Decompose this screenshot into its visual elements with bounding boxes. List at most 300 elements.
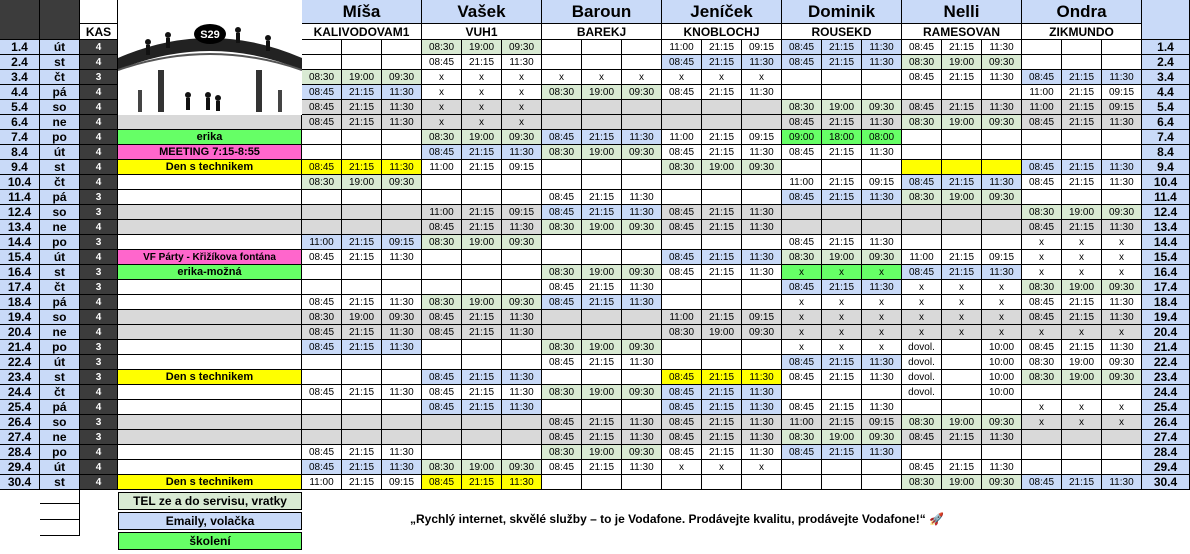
row-kas: 4 (80, 385, 118, 400)
shift-cell (302, 355, 342, 370)
employee-name-0: Míša (302, 0, 422, 24)
row-date: 21.4 (0, 340, 40, 355)
row-note: VF Párty - Křižíkova fontána (118, 250, 302, 265)
shift-cell: 21:15 (1062, 295, 1102, 310)
row-kas: 3 (80, 340, 118, 355)
shift-cell: 09:15 (862, 175, 902, 190)
shift-cell (582, 370, 622, 385)
shift-cell (902, 400, 942, 415)
shift-cell: 11:00 (422, 160, 462, 175)
shift-cell (582, 400, 622, 415)
legend-item-2: školení (118, 532, 302, 550)
shift-cell (342, 265, 382, 280)
shift-cell (502, 190, 542, 205)
row-date-right: 7.4 (1142, 130, 1190, 145)
shift-cell: 09:30 (1102, 205, 1142, 220)
shift-cell (662, 235, 702, 250)
shift-cell (942, 340, 982, 355)
row-date-right: 17.4 (1142, 280, 1190, 295)
shift-cell: 21:15 (942, 460, 982, 475)
shift-cell: 11:00 (302, 475, 342, 490)
shift-cell: 21:15 (1062, 160, 1102, 175)
shift-cell (782, 160, 822, 175)
shift-cell: 19:00 (942, 55, 982, 70)
shift-cell (862, 475, 902, 490)
shift-cell: 19:00 (342, 310, 382, 325)
shift-cell: 21:15 (702, 55, 742, 70)
shift-cell: 11:30 (622, 415, 662, 430)
row-kas: 3 (80, 370, 118, 385)
row-date: 23.4 (0, 370, 40, 385)
shift-cell: 08:45 (422, 475, 462, 490)
shift-cell: 08:45 (302, 100, 342, 115)
shift-cell: x (1062, 250, 1102, 265)
shift-cell: 08:30 (902, 475, 942, 490)
shift-cell (582, 115, 622, 130)
shift-cell: 08:30 (542, 220, 582, 235)
employee-code-0: KALIVODOVAM1 (302, 24, 422, 40)
shift-cell (982, 235, 1022, 250)
shift-cell (462, 415, 502, 430)
row-date-right: 16.4 (1142, 265, 1190, 280)
kas-header: KAS (80, 24, 118, 40)
shift-cell: 11:30 (862, 190, 902, 205)
shift-cell: 08:45 (542, 430, 582, 445)
shift-cell (1102, 55, 1142, 70)
shift-cell (702, 475, 742, 490)
row-date: 11.4 (0, 190, 40, 205)
shift-cell (342, 415, 382, 430)
shift-cell: 19:00 (702, 325, 742, 340)
shift-cell: 08:30 (542, 85, 582, 100)
row-note (118, 385, 302, 400)
shift-cell: 21:15 (582, 355, 622, 370)
row-date: 13.4 (0, 220, 40, 235)
shift-cell (342, 355, 382, 370)
shift-cell: 10:00 (982, 370, 1022, 385)
shift-cell: 11:30 (862, 445, 902, 460)
shift-cell (622, 40, 662, 55)
shift-cell: x (862, 295, 902, 310)
shift-cell: 21:15 (582, 205, 622, 220)
row-day: st (40, 265, 80, 280)
shift-cell: 21:15 (1062, 220, 1102, 235)
shift-cell (542, 370, 582, 385)
shift-cell: 11:00 (902, 250, 942, 265)
shift-cell (742, 280, 782, 295)
shift-cell (942, 205, 982, 220)
shift-cell (422, 430, 462, 445)
shift-cell: 21:15 (462, 325, 502, 340)
shift-cell (902, 85, 942, 100)
shift-cell: 21:15 (822, 280, 862, 295)
shift-cell (942, 400, 982, 415)
shift-cell (382, 400, 422, 415)
shift-cell (662, 175, 702, 190)
shift-cell: 21:15 (702, 130, 742, 145)
shift-cell: x (1102, 235, 1142, 250)
shift-cell: 09:30 (622, 145, 662, 160)
shift-cell: x (502, 85, 542, 100)
shift-cell (862, 460, 902, 475)
shift-cell: 08:45 (782, 445, 822, 460)
row-day: st (40, 370, 80, 385)
shift-cell (702, 175, 742, 190)
row-date: 16.4 (0, 265, 40, 280)
shift-cell: 19:00 (822, 430, 862, 445)
shift-cell: x (662, 460, 702, 475)
shift-cell: x (1022, 415, 1062, 430)
row-day: út (40, 355, 80, 370)
shift-cell: 21:15 (1062, 100, 1102, 115)
shift-cell: 08:30 (302, 310, 342, 325)
shift-cell (662, 475, 702, 490)
shift-cell: 08:45 (542, 205, 582, 220)
shift-cell (582, 175, 622, 190)
shift-cell: x (1062, 400, 1102, 415)
shift-cell (742, 355, 782, 370)
shift-cell: x (982, 310, 1022, 325)
row-note (118, 355, 302, 370)
shift-cell: 11:30 (502, 475, 542, 490)
shift-cell (302, 280, 342, 295)
shift-cell: 08:45 (1022, 475, 1062, 490)
row-day: pá (40, 400, 80, 415)
shift-cell: 21:15 (1062, 175, 1102, 190)
shift-cell: 09:15 (382, 475, 422, 490)
shift-cell: x (422, 115, 462, 130)
row-note: Den s technikem (118, 160, 302, 175)
row-day: út (40, 250, 80, 265)
shift-cell: 11:30 (742, 145, 782, 160)
shift-cell: 21:15 (942, 40, 982, 55)
shift-cell (742, 295, 782, 310)
shift-cell: 08:45 (662, 220, 702, 235)
row-date-right: 10.4 (1142, 175, 1190, 190)
shift-cell (1022, 145, 1062, 160)
shift-cell (982, 145, 1022, 160)
shift-cell: 08:45 (662, 385, 702, 400)
shift-cell: 11:30 (742, 265, 782, 280)
shift-cell: 09:30 (622, 385, 662, 400)
shift-cell (782, 385, 822, 400)
shift-cell: 08:45 (662, 370, 702, 385)
shift-cell: 08:45 (302, 250, 342, 265)
shift-cell: 09:15 (1102, 100, 1142, 115)
shift-cell: 08:30 (422, 40, 462, 55)
row-date-right: 24.4 (1142, 385, 1190, 400)
shift-cell: 21:15 (822, 175, 862, 190)
shift-cell (702, 340, 742, 355)
shift-cell: 09:30 (502, 130, 542, 145)
row-date-right: 30.4 (1142, 475, 1190, 490)
row-day: út (40, 40, 80, 55)
shift-cell (702, 235, 742, 250)
shift-cell: 11:30 (382, 325, 422, 340)
shift-cell: x (662, 70, 702, 85)
shift-cell: 08:30 (902, 190, 942, 205)
shift-cell: 11:30 (862, 145, 902, 160)
shift-cell (942, 355, 982, 370)
employee-name-5: Nelli (902, 0, 1022, 24)
shift-cell: x (782, 340, 822, 355)
row-day: ne (40, 430, 80, 445)
shift-cell (862, 70, 902, 85)
shift-cell (542, 160, 582, 175)
shift-cell: x (462, 85, 502, 100)
shift-cell: 08:45 (302, 460, 342, 475)
shift-cell: 11:30 (982, 460, 1022, 475)
shift-cell: 08:45 (662, 445, 702, 460)
row-date-right: 15.4 (1142, 250, 1190, 265)
shift-cell (742, 340, 782, 355)
shift-cell: 08:45 (1022, 70, 1062, 85)
shift-cell: 08:30 (422, 295, 462, 310)
row-note (118, 280, 302, 295)
shift-cell: 08:45 (1022, 115, 1062, 130)
shift-cell: x (702, 460, 742, 475)
shift-cell (542, 100, 582, 115)
shift-cell: 21:15 (942, 70, 982, 85)
shift-cell (1022, 55, 1062, 70)
shift-cell (942, 85, 982, 100)
shift-cell: 11:30 (382, 445, 422, 460)
shift-cell (502, 430, 542, 445)
shift-cell: x (782, 310, 822, 325)
shift-cell (462, 430, 502, 445)
shift-cell (702, 115, 742, 130)
shift-cell: 21:15 (702, 205, 742, 220)
shift-cell: 11:30 (862, 115, 902, 130)
shift-cell: x (1022, 325, 1062, 340)
shift-cell: x (1062, 325, 1102, 340)
shift-cell: 08:45 (542, 130, 582, 145)
shift-cell (702, 295, 742, 310)
row-date-right: 21.4 (1142, 340, 1190, 355)
shift-cell: 08:30 (902, 115, 942, 130)
row-note (118, 235, 302, 250)
shift-cell (982, 205, 1022, 220)
row-kas: 4 (80, 220, 118, 235)
shift-cell: 08:30 (542, 145, 582, 160)
shift-cell (782, 460, 822, 475)
row-kas: 4 (80, 175, 118, 190)
shift-cell: x (462, 70, 502, 85)
shift-cell: 21:15 (702, 430, 742, 445)
shift-cell: 19:00 (1062, 280, 1102, 295)
row-date-right: 20.4 (1142, 325, 1190, 340)
shift-cell: 09:15 (982, 250, 1022, 265)
row-date: 15.4 (0, 250, 40, 265)
shift-cell: x (982, 280, 1022, 295)
shift-cell: x (862, 340, 902, 355)
shift-cell (622, 325, 662, 340)
shift-cell (582, 310, 622, 325)
shift-cell: x (502, 115, 542, 130)
shift-cell (942, 370, 982, 385)
shift-cell: 09:30 (982, 415, 1022, 430)
row-date: 30.4 (0, 475, 40, 490)
shift-cell: 08:45 (302, 115, 342, 130)
shift-cell: 21:15 (702, 310, 742, 325)
shift-cell (302, 400, 342, 415)
shift-cell: 09:30 (502, 460, 542, 475)
row-date: 18.4 (0, 295, 40, 310)
shift-cell: 11:30 (862, 235, 902, 250)
shift-cell (302, 190, 342, 205)
row-day: so (40, 310, 80, 325)
shift-cell: x (742, 70, 782, 85)
row-kas: 4 (80, 250, 118, 265)
shift-cell: 21:15 (582, 415, 622, 430)
shift-cell: 11:30 (502, 55, 542, 70)
row-kas: 3 (80, 355, 118, 370)
employee-name-4: Dominik (782, 0, 902, 24)
shift-cell: 11:30 (1102, 160, 1142, 175)
shift-cell (902, 205, 942, 220)
shift-cell: 11:30 (742, 205, 782, 220)
shift-cell: 11:30 (1102, 310, 1142, 325)
shift-cell: 08:30 (302, 70, 342, 85)
shift-cell: 09:30 (862, 100, 902, 115)
shift-cell (662, 115, 702, 130)
shift-cell (1102, 430, 1142, 445)
shift-cell: x (902, 295, 942, 310)
shift-cell (622, 310, 662, 325)
shift-cell (422, 175, 462, 190)
shift-cell (1102, 40, 1142, 55)
employee-name-3: Jeníček (662, 0, 782, 24)
shift-cell: x (1062, 415, 1102, 430)
shift-cell (1062, 145, 1102, 160)
shift-cell: 19:00 (462, 40, 502, 55)
shift-cell: 09:30 (862, 250, 902, 265)
shift-cell (342, 370, 382, 385)
shift-cell: 08:30 (1022, 280, 1062, 295)
shift-cell (662, 295, 702, 310)
shift-cell (422, 280, 462, 295)
shift-cell: 08:45 (422, 220, 462, 235)
row-kas: 4 (80, 130, 118, 145)
row-date: 7.4 (0, 130, 40, 145)
shift-cell: 09:15 (502, 205, 542, 220)
shift-cell (1022, 460, 1062, 475)
shift-cell: 08:30 (782, 430, 822, 445)
shift-cell: 08:30 (542, 445, 582, 460)
shift-cell (502, 280, 542, 295)
shift-cell (622, 160, 662, 175)
shift-cell (382, 130, 422, 145)
shift-cell: 11:30 (982, 265, 1022, 280)
shift-cell (502, 265, 542, 280)
shift-cell: 21:15 (462, 55, 502, 70)
row-kas: 4 (80, 445, 118, 460)
shift-cell (942, 385, 982, 400)
shift-cell (982, 445, 1022, 460)
shift-cell (662, 190, 702, 205)
shift-cell: dovol. (902, 340, 942, 355)
row-note (118, 205, 302, 220)
shift-cell (542, 400, 582, 415)
shift-cell (862, 205, 902, 220)
shift-cell: 21:15 (702, 385, 742, 400)
shift-cell: 11:30 (622, 190, 662, 205)
row-day: ne (40, 220, 80, 235)
shift-cell: 08:45 (782, 145, 822, 160)
shift-cell: 11:30 (502, 310, 542, 325)
shift-cell (822, 70, 862, 85)
row-kas: 3 (80, 70, 118, 85)
shift-cell: 09:30 (502, 235, 542, 250)
shift-cell: 19:00 (582, 85, 622, 100)
row-date: 10.4 (0, 175, 40, 190)
shift-cell: x (782, 325, 822, 340)
row-date: 27.4 (0, 430, 40, 445)
corner-kas-top (80, 0, 118, 24)
shift-cell (542, 55, 582, 70)
row-kas: 4 (80, 295, 118, 310)
shift-cell (542, 250, 582, 265)
shift-cell: 21:15 (822, 55, 862, 70)
shift-cell: 08:45 (302, 325, 342, 340)
shift-cell: 19:00 (462, 130, 502, 145)
shift-cell: x (502, 100, 542, 115)
shift-cell: x (422, 100, 462, 115)
shift-cell: 11:30 (382, 385, 422, 400)
shift-cell (1022, 445, 1062, 460)
shift-cell: 09:30 (502, 295, 542, 310)
row-day: pá (40, 295, 80, 310)
shift-cell: 21:15 (342, 100, 382, 115)
shift-cell (382, 415, 422, 430)
shift-cell: x (1022, 235, 1062, 250)
shift-cell (1102, 145, 1142, 160)
shift-cell: 09:30 (742, 325, 782, 340)
shift-cell: 21:15 (942, 265, 982, 280)
shift-cell: 11:30 (742, 85, 782, 100)
employee-code-1: VUH1 (422, 24, 542, 40)
row-date-right: 9.4 (1142, 160, 1190, 175)
shift-cell: 09:15 (1102, 85, 1142, 100)
shift-cell: 11:30 (382, 85, 422, 100)
shift-cell: 19:00 (942, 415, 982, 430)
shift-cell: dovol. (902, 370, 942, 385)
row-kas: 4 (80, 325, 118, 340)
row-day: po (40, 445, 80, 460)
row-day: po (40, 235, 80, 250)
shift-cell: 11:30 (862, 40, 902, 55)
shift-cell: 10:00 (982, 385, 1022, 400)
shift-cell: 19:00 (702, 160, 742, 175)
shift-cell: x (982, 295, 1022, 310)
row-day: čt (40, 70, 80, 85)
row-kas: 4 (80, 40, 118, 55)
shift-cell: 11:30 (742, 250, 782, 265)
shift-cell: 19:00 (1062, 355, 1102, 370)
row-date-right: 5.4 (1142, 100, 1190, 115)
shift-cell (822, 475, 862, 490)
shift-cell (302, 220, 342, 235)
legend-left-2 (40, 504, 80, 520)
shift-cell: 09:15 (742, 130, 782, 145)
shift-cell (942, 235, 982, 250)
shift-cell: 08:45 (782, 55, 822, 70)
shift-cell (302, 130, 342, 145)
shift-cell: 21:15 (582, 280, 622, 295)
shift-cell: 08:45 (782, 355, 822, 370)
shift-cell (1062, 55, 1102, 70)
shift-cell: 08:30 (542, 385, 582, 400)
